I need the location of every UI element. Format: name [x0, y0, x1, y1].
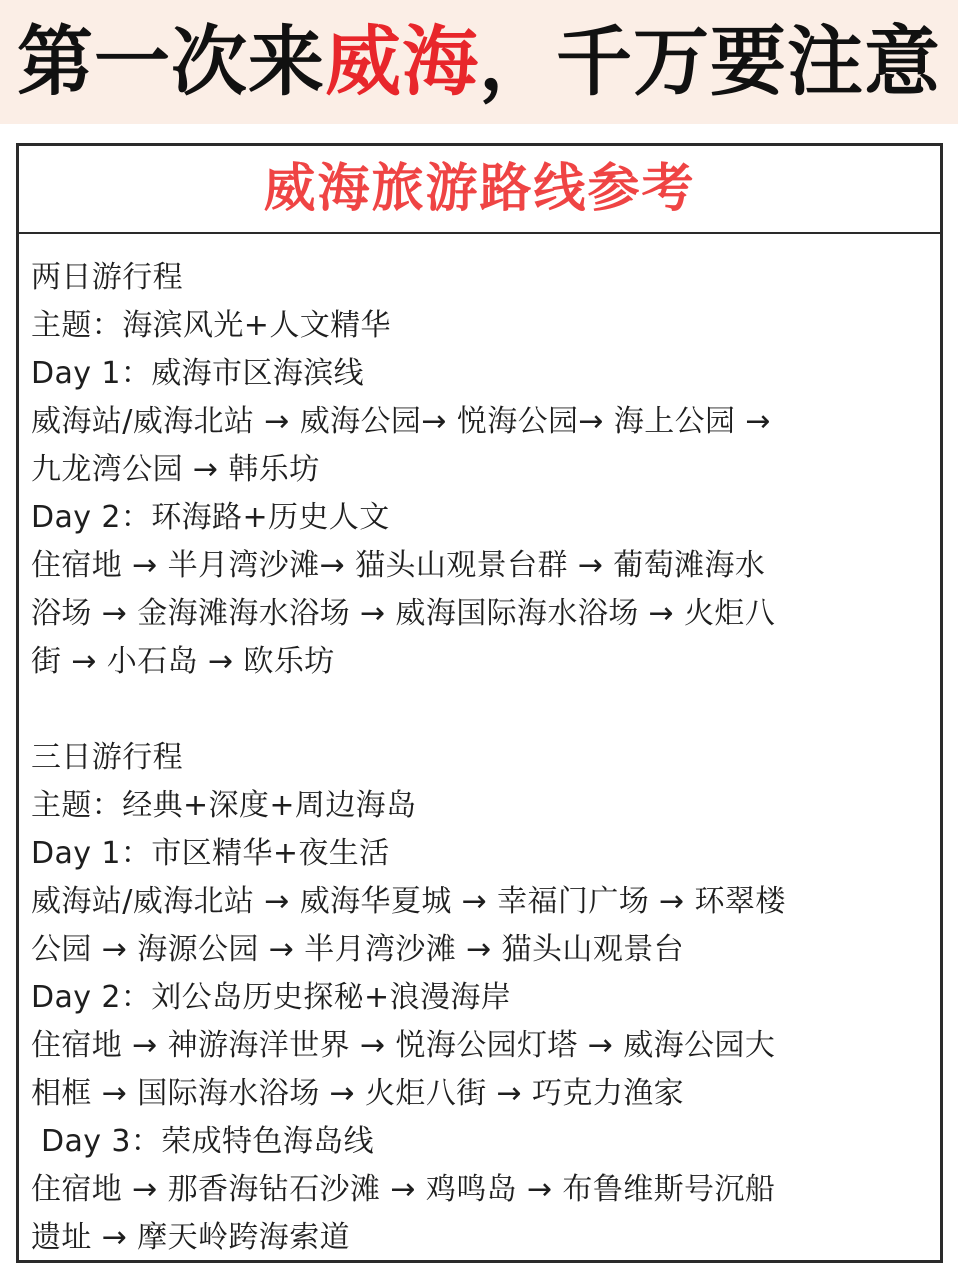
- page-title: [0, 14, 958, 110]
- three-day-day2-heading: Day 2：刘公岛历史探秘+浪漫海岸: [31, 980, 512, 1015]
- three-day-day2-route-line: 住宿地 → 神游海洋世界 → 悦海公园灯塔 → 威海公园大: [31, 1028, 776, 1063]
- two-day-day1-heading: Day 1：威海市区海滨线: [31, 356, 365, 391]
- two-day-day2-heading: Day 2：环海路+历史人文: [31, 500, 390, 535]
- section-spacer: [31, 686, 930, 734]
- two-day-theme: 主题：海滨风光+人文精华: [31, 308, 391, 343]
- three-day-day3-route-line: 遗址 → 摩天岭跨海索道: [31, 1220, 351, 1255]
- two-day-day2-route-line: 街 → 小石岛 → 欧乐坊: [31, 644, 335, 679]
- two-day-day1-route-line: 威海站/威海北站 → 威海公园→ 悦海公园→ 海上公园 →: [31, 404, 771, 439]
- three-day-day1-heading: Day 1：市区精华+夜生活: [31, 836, 390, 871]
- three-day-day3-route-line: 住宿地 → 那香海钻石沙滩 → 鸡鸣岛 → 布鲁维斯号沉船: [31, 1172, 776, 1207]
- title-part-1: 第一次来: [17, 17, 325, 106]
- three-day-day1-route-line: 公园 → 海源公园 → 半月湾沙滩 → 猫头山观景台: [31, 932, 685, 967]
- section-title-two-day: 两日游行程: [31, 260, 183, 295]
- section-title-three-day: 三日游行程: [31, 740, 183, 775]
- three-day-day2-route-line: 相框 → 国际海水浴场 → 火炬八街 → 巧克力渔家: [31, 1076, 685, 1111]
- two-day-day1-route-line: 九龙湾公园 → 韩乐坊: [31, 452, 320, 487]
- three-day-day3-heading: Day 3：荣成特色海岛线: [41, 1124, 375, 1159]
- page-header: [0, 0, 958, 124]
- title-accent-weihai: 威海: [325, 17, 479, 106]
- route-card: [16, 143, 943, 1263]
- route-content: [19, 234, 940, 1262]
- two-day-day2-route-line: 住宿地 → 半月湾沙滩→ 猫头山观景台群 → 葡萄滩海水: [31, 548, 766, 583]
- title-part-2: ，千万要注意: [479, 17, 941, 106]
- card-header: [19, 146, 940, 234]
- three-day-theme: 主题：经典+深度+周边海岛: [31, 788, 417, 823]
- two-day-day2-route-line: 浴场 → 金海滩海水浴场 → 威海国际海水浴场 → 火炬八: [31, 596, 776, 631]
- three-day-day1-route-line: 威海站/威海北站 → 威海华夏城 → 幸福门广场 → 环翠楼: [31, 884, 786, 919]
- card-title: 威海旅游路线参考: [263, 159, 696, 219]
